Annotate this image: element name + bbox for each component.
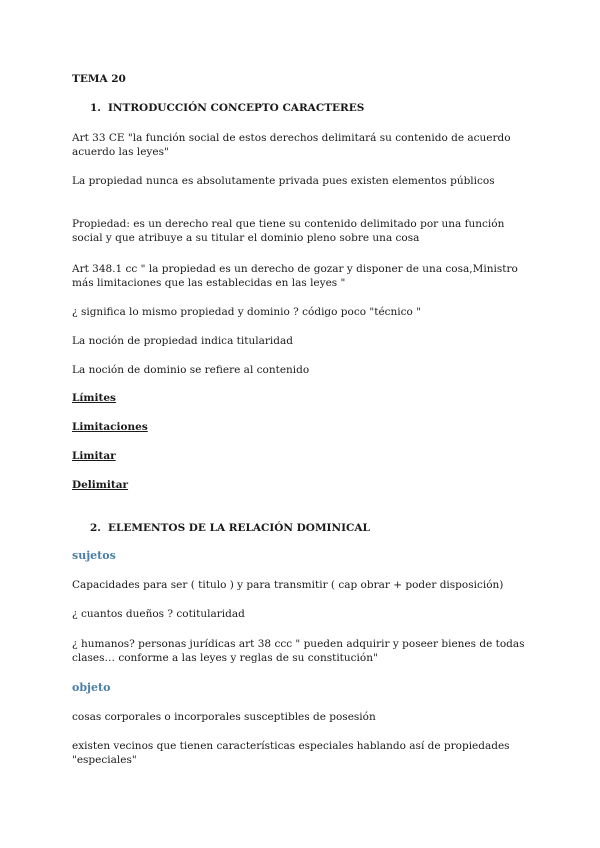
section-2-heading: ELEMENTOS DE LA RELACIÓN DOMINICAL — [108, 522, 370, 534]
subheading-sujetos: sujetos — [72, 549, 116, 562]
paragraph-vecinos: existen vecinos que tienen características especiales hablando así de propiedades "especiales" — [72, 740, 510, 766]
section-1-heading: INTRODUCCIÓN CONCEPTO CARACTERES — [108, 102, 365, 114]
subheading-objeto: objeto — [72, 681, 111, 694]
term-limitar: Limitar — [72, 450, 116, 462]
paragraph-personas-juridicas: ¿ humanos? personas jurídicas art 38 ccc " pueden adquirir y poseer bienes de todas clases… conforme a las leyes y reglas de su constitución" — [72, 638, 525, 664]
paragraph-cotitularidad: ¿ cuantos dueños ? cotitularidad — [72, 608, 245, 620]
paragraph-art348: Art 348.1 cc " la propiedad es un derecho de gozar y disponer de una cosa,Ministro más limitaciones que las establecidas en las leyes " — [72, 263, 518, 289]
term-limites: Límites — [72, 392, 116, 404]
paragraph-pregunta-dominio: ¿ significa lo mismo propiedad y dominio ? código poco "técnico " — [72, 306, 422, 318]
paragraph-definicion-propiedad: Propiedad: es un derecho real que tiene su contenido delimitado por una función social y que atribuye a su titular el dominio pleno sobre una cosa — [72, 218, 505, 244]
paragraph-cosas-corporales: cosas corporales o incorporales susceptibles de posesión — [72, 711, 376, 723]
paragraph-propiedad-privada: La propiedad nunca es absolutamente privada pues existen elementos públicos — [72, 175, 495, 187]
section-2-number: 2. — [90, 522, 101, 534]
paragraph-capacidades: Capacidades para ser ( titulo ) y para transmitir ( cap obrar + poder disposición) — [72, 579, 504, 591]
document-title: TEMA 20 — [72, 73, 126, 85]
paragraph-nocion-propiedad: La noción de propiedad indica titularidad — [72, 335, 293, 347]
section-1-number: 1. — [90, 102, 101, 114]
paragraph-art33: Art 33 CE "la función social de estos derechos delimitará su contenido de acuerdo acuerdo las leyes" — [72, 132, 511, 158]
paragraph-nocion-dominio: La noción de dominio se refiere al contenido — [72, 364, 310, 376]
term-limitaciones: Limitaciones — [72, 421, 148, 433]
term-delimitar: Delimitar — [72, 479, 129, 491]
